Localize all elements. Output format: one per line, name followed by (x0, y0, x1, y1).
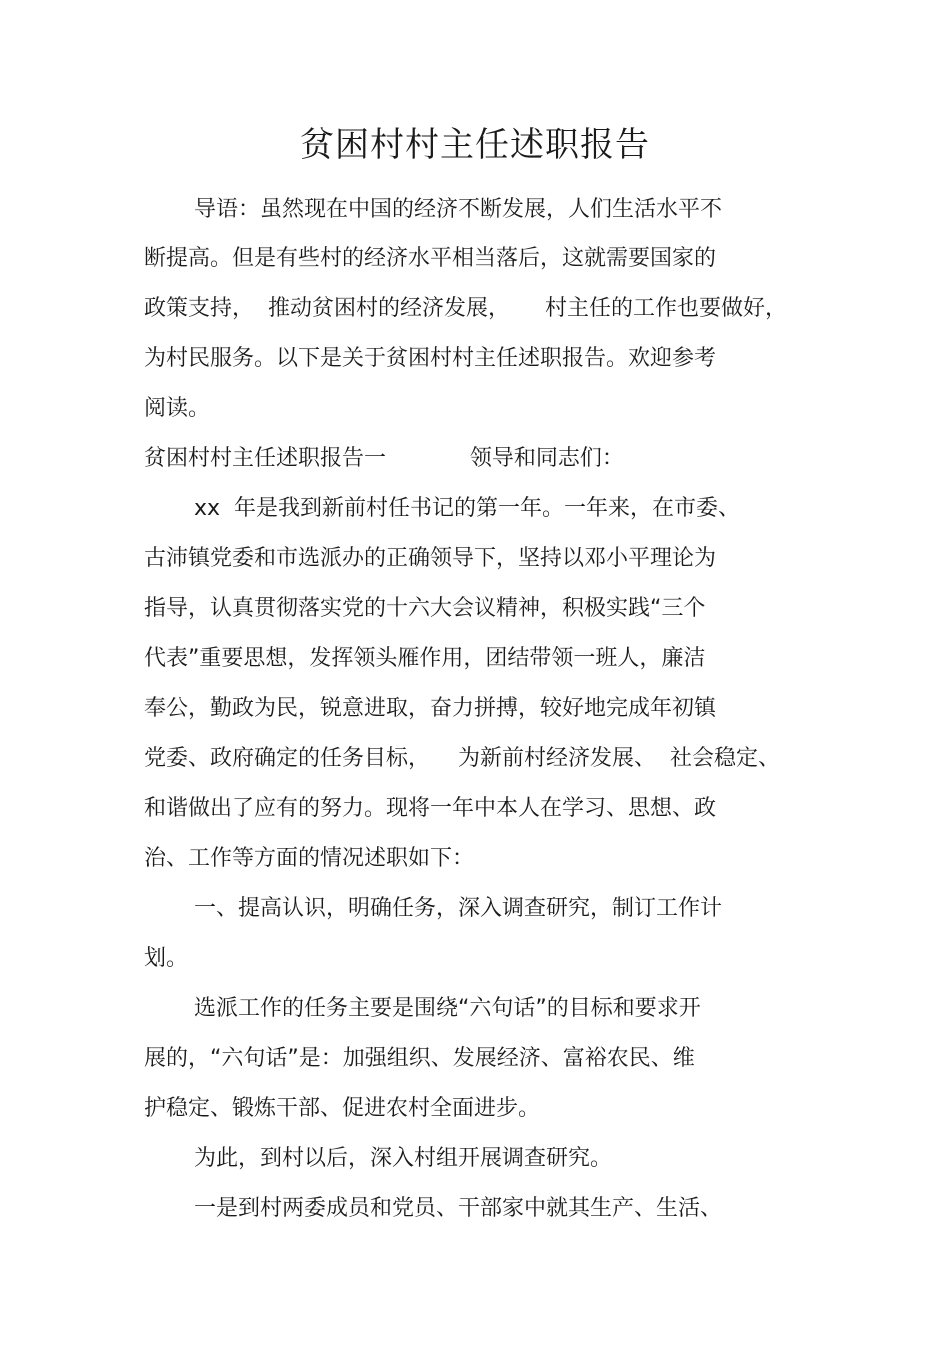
paragraph-line: 展的，“六句话”是：加强组织、发展经济、富裕农民、维 (144, 1046, 695, 1071)
paragraph-line: 古沛镇党委和市选派办的正确领导下，坚持以邓小平理论为 (144, 546, 717, 571)
paragraph-line: 治、工作等方面的情况述职如下： (144, 846, 475, 871)
paragraph-line: 和谐做出了应有的努力。现将一年中本人在学习、思想、政 (144, 796, 717, 821)
paragraph-line: 为此，到村以后，深入村组开展调查研究。 (194, 1146, 613, 1171)
paragraph-line: 指导，认真贯彻落实党的十六大会议精神，积极实践“三个 (144, 596, 706, 621)
paragraph-line: 代表”重要思想，发挥领头雁作用，团结带领一班人，廉洁 (144, 646, 706, 671)
paragraph-line: 导语：虽然现在中国的经济不断发展，人们生活水平不 (194, 197, 723, 222)
paragraph-line: 政策支持， 推动贫困村的经济发展， 村主任的工作也要做好， (144, 296, 787, 321)
section-heading-line: 贫困村村主任述职报告一 领导和同志们： (144, 446, 624, 471)
paragraph-line: 为村民服务。以下是关于贫困村村主任述职报告。欢迎参考 (144, 346, 717, 371)
paragraph-line: 断提高。但是有些村的经济水平相当落后，这就需要国家的 (144, 246, 717, 271)
document-title: 贫困村村主任述职报告 (300, 125, 650, 165)
paragraph-line: xx 年是我到新前村任书记的第一年。一年来，在市委、 (194, 496, 741, 521)
paragraph-line: 一是到村两委成员和党员、干部家中就其生产、生活、 (194, 1196, 723, 1221)
paragraph-line: 护稳定、锻炼干部、促进农村全面进步。 (144, 1096, 541, 1121)
paragraph-line: 奉公，勤政为民，锐意进取，奋力拼搏，较好地完成年初镇 (144, 696, 717, 721)
paragraph-line: 选派工作的任务主要是围绕“六句话”的目标和要求开 (194, 996, 701, 1021)
paragraph-line: 党委、政府确定的任务目标， 为新前村经济发展、 社会稳定、 (144, 746, 780, 771)
paragraph-line: 一、提高认识，明确任务，深入调查研究，制订工作计 (194, 896, 723, 921)
paragraph-line: 阅读。 (144, 396, 211, 421)
paragraph-line: 划。 (144, 946, 189, 971)
